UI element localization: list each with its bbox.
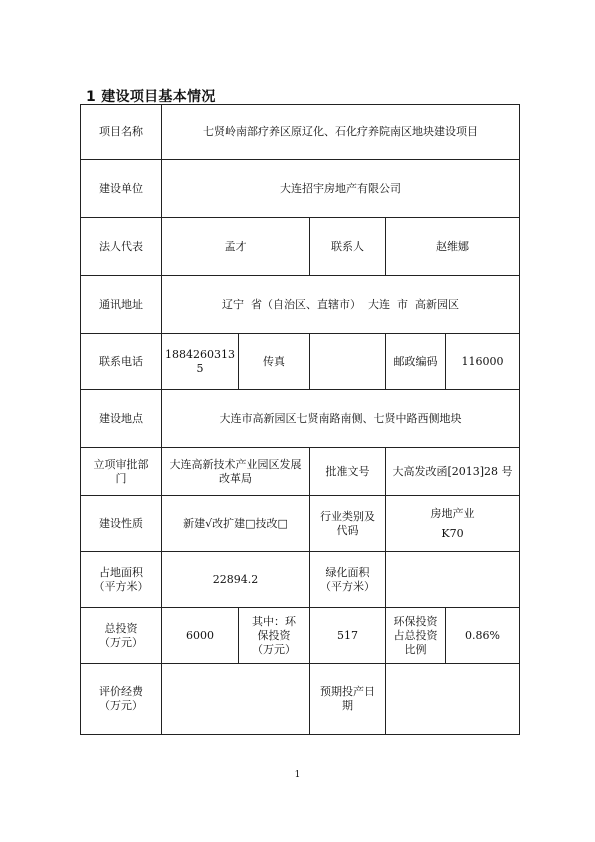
env-ratio-label: 环保投资占总投资比例 (386, 608, 446, 664)
location-value: 大连市高新园区七贤南路南侧、七贤中路西侧地块 (162, 390, 520, 448)
address-label: 通讯地址 (81, 276, 162, 334)
nature-label: 建设性质 (81, 496, 162, 552)
row-assessment (81, 664, 520, 735)
project-name-label: 项目名称 (81, 105, 162, 160)
row-phone (81, 334, 520, 390)
postcode-label: 邮政编码 (386, 334, 446, 390)
row-area (81, 552, 520, 608)
phone-value: 18842603135 (162, 334, 239, 390)
row-construction-unit (81, 160, 520, 218)
total-investment-label: 总投资（万元） (81, 608, 162, 664)
location-label: 建设地点 (81, 390, 162, 448)
row-nature (81, 496, 520, 552)
approval-doc-value: 大高发改函[2013]28 号 (386, 448, 520, 496)
area-label: 占地面积（平方米） (81, 552, 162, 608)
fax-label: 传真 (239, 334, 310, 390)
contact-person-value: 赵维娜 (386, 218, 520, 276)
page-number: 1 (294, 770, 301, 780)
total-investment-value: 6000 (162, 608, 239, 664)
legal-rep-label: 法人代表 (81, 218, 162, 276)
industry-label: 行业类别及代码 (310, 496, 386, 552)
production-date-label: 预期投产日期 (310, 664, 386, 735)
row-approval (81, 448, 520, 496)
approval-dept-label: 立项审批部门 (81, 448, 162, 496)
section-heading: 1 建设项目基本情况 (86, 89, 216, 105)
address-value: 辽宁 省（自治区、直辖市） 大连 市 高新园区 (162, 276, 520, 334)
env-investment-value: 517 (310, 608, 386, 664)
nature-value: 新建√改扩建□技改□ (162, 496, 310, 552)
project-info-table (80, 104, 520, 735)
legal-rep-value: 孟才 (162, 218, 310, 276)
project-name-value: 七贤岭南部疗养区原辽化、石化疗养院南区地块建设项目 (162, 105, 520, 160)
row-address (81, 276, 520, 334)
phone-label: 联系电话 (81, 334, 162, 390)
approval-dept-value: 大连高新技术产业园区发展改革局 (162, 448, 310, 496)
industry-code: K70 (441, 526, 464, 540)
assessment-fee-label: 评价经费（万元） (81, 664, 162, 735)
row-location (81, 390, 520, 448)
env-investment-label: 其中：环保投资（万元） (239, 608, 310, 664)
green-area-label: 绿化面积（平方米） (310, 552, 386, 608)
construction-unit-label: 建设单位 (81, 160, 162, 218)
row-legal-rep (81, 218, 520, 276)
approval-doc-label: 批准文号 (310, 448, 386, 496)
area-value: 22894.2 (162, 552, 310, 608)
assessment-fee-value (162, 664, 310, 735)
row-project-name (81, 105, 520, 160)
env-ratio-value: 0.86% (446, 608, 520, 664)
postcode-value: 116000 (446, 334, 520, 390)
row-investment (81, 608, 520, 664)
fax-value (310, 334, 386, 390)
contact-person-label: 联系人 (310, 218, 386, 276)
industry-value (386, 496, 520, 552)
production-date-value (386, 664, 520, 735)
industry-name: 房地产业 (430, 506, 475, 520)
construction-unit-value: 大连招宇房地产有限公司 (162, 160, 520, 218)
green-area-value (386, 552, 520, 608)
